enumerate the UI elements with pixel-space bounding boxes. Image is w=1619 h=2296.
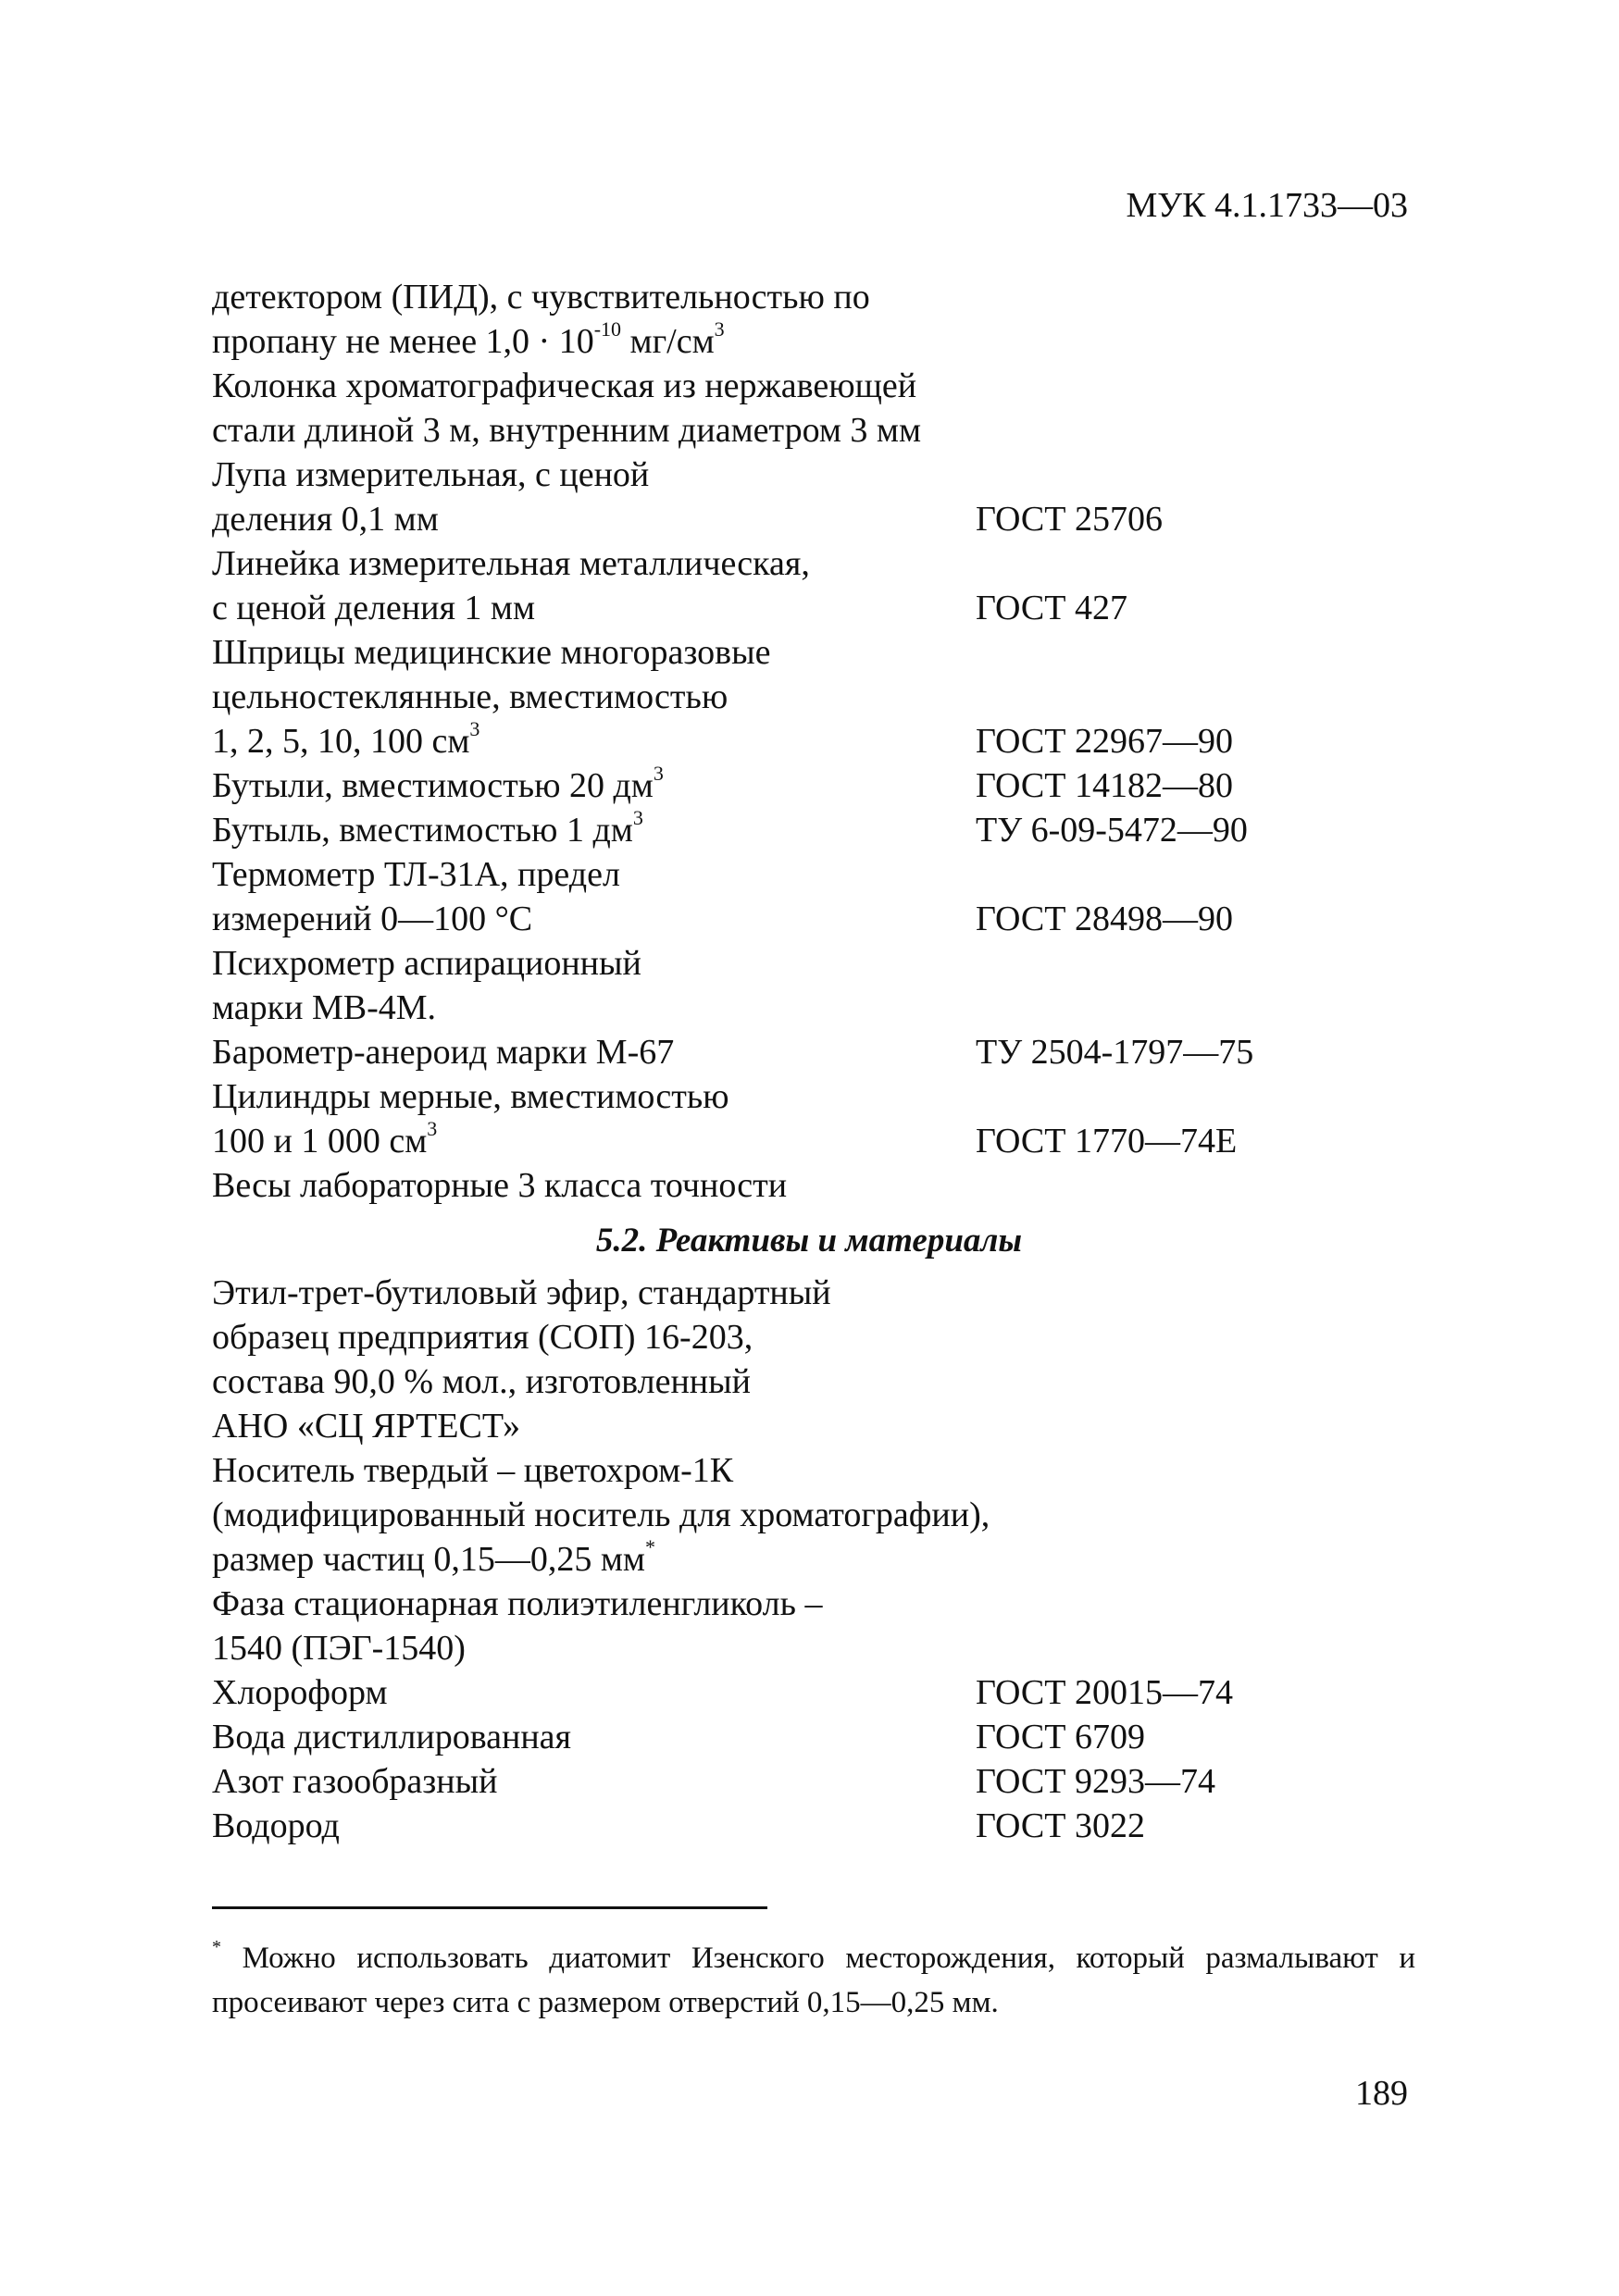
item-standard-reference <box>976 675 1415 719</box>
superscript: -10 <box>593 317 622 341</box>
equipment-row <box>212 497 1415 541</box>
item-text: Шприцы медицинские многоразовые <box>212 633 771 672</box>
equipment-row <box>212 1163 1415 1208</box>
item-text: (модифицированный носитель для хроматографии), <box>212 1496 990 1534</box>
equipment-row <box>212 1119 1415 1163</box>
equipment-row <box>212 275 1415 319</box>
item-standard-reference: ГОСТ 6709 <box>976 1718 1145 1756</box>
equipment-row <box>212 941 1415 986</box>
item-standard-reference <box>976 453 1415 497</box>
item-standard-reference <box>976 319 1415 364</box>
item-description <box>212 1715 976 1759</box>
item-text: Линейка измерительная металлическая, <box>212 544 810 583</box>
item-description <box>212 453 976 497</box>
item-text: образец предприятия (СОП) 16-203, <box>212 1318 753 1357</box>
superscript: * <box>644 1535 655 1559</box>
item-description <box>212 1448 976 1493</box>
item-text: Термометр ТЛ-31А, предел <box>212 855 620 894</box>
item-text: Психрометр аспирационный <box>212 944 641 983</box>
item-standard-reference: ГОСТ 427 <box>976 589 1127 627</box>
equipment-row <box>212 852 1415 897</box>
item-standard-reference <box>976 1626 1415 1670</box>
item-description <box>212 986 976 1030</box>
item-standard-reference: ГОСТ 28498—90 <box>976 900 1233 938</box>
item-description <box>212 1119 976 1163</box>
reagents-row <box>212 1271 1415 1315</box>
item-text: АНО «СЦ ЯРТЕСТ» <box>212 1407 521 1446</box>
item-description <box>212 1582 976 1626</box>
item-text: Носитель твердый – цветохром-1К <box>212 1451 734 1490</box>
item-description <box>212 1404 976 1448</box>
superscript: 3 <box>653 762 664 786</box>
item-description <box>212 1163 976 1208</box>
item-text: стали длиной 3 м, внутренним диаметром 3 мм <box>212 411 921 450</box>
item-description <box>212 719 976 763</box>
superscript: 3 <box>427 1117 438 1141</box>
item-description <box>212 1271 976 1315</box>
item-standard-reference <box>976 1404 1415 1448</box>
item-description <box>212 1804 976 1848</box>
item-description <box>212 1315 976 1359</box>
item-standard-reference <box>976 630 1415 675</box>
item-text: цельностеклянные, вместимостью <box>212 677 729 716</box>
item-text: Бутыль, вместимостью 1 дм <box>212 811 633 850</box>
reagents-row <box>212 1359 1415 1404</box>
item-description <box>212 763 976 808</box>
reagents-row <box>212 1404 1415 1448</box>
item-text: Вода дистиллированная <box>212 1718 572 1756</box>
item-text: Этил-трет-бутиловый эфир, стандартный <box>212 1273 831 1312</box>
reagents-row <box>212 1582 1415 1626</box>
item-text: Колонка хроматографическая из нержавеющей <box>212 366 917 405</box>
page-number: 189 <box>1355 2074 1408 2113</box>
item-description <box>212 1359 976 1404</box>
item-text: измерений 0—100 °С <box>212 900 533 938</box>
item-description <box>212 1626 976 1670</box>
item-description <box>212 497 976 541</box>
item-standard-reference <box>976 941 1415 986</box>
item-standard-reference: ТУ 2504-1797—75 <box>976 1033 1254 1072</box>
item-description <box>212 808 976 852</box>
equipment-row <box>212 719 1415 763</box>
item-text: детектором (ПИД), с чувствительностью по <box>212 278 870 316</box>
item-description <box>212 275 976 319</box>
item-standard-reference <box>976 1448 1415 1493</box>
item-description <box>212 675 976 719</box>
item-standard-reference: ГОСТ 14182—80 <box>976 766 1233 805</box>
item-description <box>212 364 976 408</box>
item-standard-reference <box>976 1271 1415 1315</box>
item-description <box>212 941 976 986</box>
document-code-header: МУК 4.1.1733—03 <box>1126 186 1408 225</box>
superscript: 3 <box>469 717 480 741</box>
equipment-row <box>212 763 1415 808</box>
item-standard-reference: ГОСТ 25706 <box>976 500 1163 539</box>
item-description <box>212 319 976 364</box>
item-description <box>212 408 976 453</box>
item-text: 100 и 1 000 см <box>212 1122 428 1160</box>
equipment-row <box>212 364 1415 408</box>
item-standard-reference <box>976 408 1415 453</box>
item-description <box>212 1030 976 1074</box>
item-text: Бутыли, вместимостью 20 дм <box>212 766 654 805</box>
item-text-continued: мг/см <box>621 322 715 361</box>
superscript: 3 <box>632 806 643 830</box>
item-standard-reference: ГОСТ 3022 <box>976 1806 1145 1845</box>
item-description <box>212 1493 990 1537</box>
equipment-row <box>212 897 1415 941</box>
item-text: Лупа измерительная, с ценой <box>212 455 650 494</box>
item-text: Водород <box>212 1806 340 1845</box>
equipment-row <box>212 408 1415 453</box>
item-standard-reference <box>976 1359 1415 1404</box>
equipment-row <box>212 630 1415 675</box>
item-text: Барометр-анероид марки М-67 <box>212 1033 675 1072</box>
item-text: Весы лабораторные 3 класса точности <box>212 1166 788 1205</box>
superscript: 3 <box>714 317 725 341</box>
item-description <box>212 897 976 941</box>
equipment-row <box>212 319 1415 364</box>
item-standard-reference <box>976 986 1415 1030</box>
equipment-row <box>212 1030 1415 1074</box>
item-standard-reference: ГОСТ 1770—74Е <box>976 1122 1238 1160</box>
item-standard-reference <box>976 1493 1415 1537</box>
reagents-row <box>212 1670 1415 1715</box>
reagents-row <box>212 1493 1415 1537</box>
item-standard-reference: ГОСТ 22967—90 <box>976 722 1233 761</box>
item-description <box>212 852 976 897</box>
item-text: деления 0,1 мм <box>212 500 439 539</box>
item-standard-reference <box>976 1582 1415 1626</box>
item-standard-reference: ТУ 6-09-5472—90 <box>976 811 1248 850</box>
item-description <box>212 630 976 675</box>
document-body <box>212 275 1415 1848</box>
reagents-list <box>212 1271 1415 1848</box>
reagents-row <box>212 1537 1415 1582</box>
item-standard-reference <box>976 1163 1415 1208</box>
item-standard-reference <box>976 852 1415 897</box>
item-text: размер частиц 0,15—0,25 мм <box>212 1540 645 1579</box>
item-text: пропану не менее 1,0 · 10 <box>212 322 594 361</box>
reagents-row <box>212 1626 1415 1670</box>
equipment-row <box>212 808 1415 852</box>
footnote-divider <box>212 1906 767 1909</box>
equipment-row <box>212 1074 1415 1119</box>
item-standard-reference <box>976 1537 1415 1582</box>
item-description <box>212 541 976 586</box>
item-standard-reference: ГОСТ 9293—74 <box>976 1762 1215 1801</box>
item-standard-reference <box>976 1315 1415 1359</box>
item-text: состава 90,0 % мол., изготовленный <box>212 1362 751 1401</box>
item-description <box>212 1759 976 1804</box>
equipment-row <box>212 586 1415 630</box>
item-text: Цилиндры мерные, вместимостью <box>212 1077 729 1116</box>
footnote <box>212 1936 1415 2025</box>
reagents-row <box>212 1315 1415 1359</box>
item-description <box>212 586 976 630</box>
reagents-row <box>212 1804 1415 1848</box>
item-text: марки МВ-4М. <box>212 988 437 1027</box>
reagents-row <box>212 1759 1415 1804</box>
item-standard-reference <box>976 364 1415 408</box>
reagents-row <box>212 1448 1415 1493</box>
item-standard-reference <box>976 1074 1415 1119</box>
item-text: Азот газообразный <box>212 1762 498 1801</box>
item-text: 1, 2, 5, 10, 100 см <box>212 722 470 761</box>
item-description <box>212 1074 976 1119</box>
footnote-mark: * <box>212 1937 221 1957</box>
item-text: Фаза стационарная полиэтиленгликоль – <box>212 1584 823 1623</box>
item-text: 1540 (ПЭГ-1540) <box>212 1629 466 1668</box>
equipment-row <box>212 541 1415 586</box>
equipment-row <box>212 675 1415 719</box>
item-description <box>212 1670 976 1715</box>
equipment-row <box>212 453 1415 497</box>
item-standard-reference <box>976 275 1415 319</box>
footnote-text: Можно использовать диатомит Изенского месторождения, который размалывают и просеивают через сита с размером отверстий 0,15—0,25 мм. <box>212 1942 1415 2019</box>
reagents-row <box>212 1715 1415 1759</box>
equipment-row <box>212 986 1415 1030</box>
item-description <box>212 1537 976 1582</box>
item-text: Хлороформ <box>212 1673 388 1712</box>
section-title: 5.2. Реактивы и материалы <box>595 1222 1023 1260</box>
item-standard-reference <box>976 541 1415 586</box>
item-standard-reference: ГОСТ 20015—74 <box>976 1673 1233 1712</box>
equipment-list <box>212 275 1415 1208</box>
item-text: с ценой деления 1 мм <box>212 589 536 627</box>
